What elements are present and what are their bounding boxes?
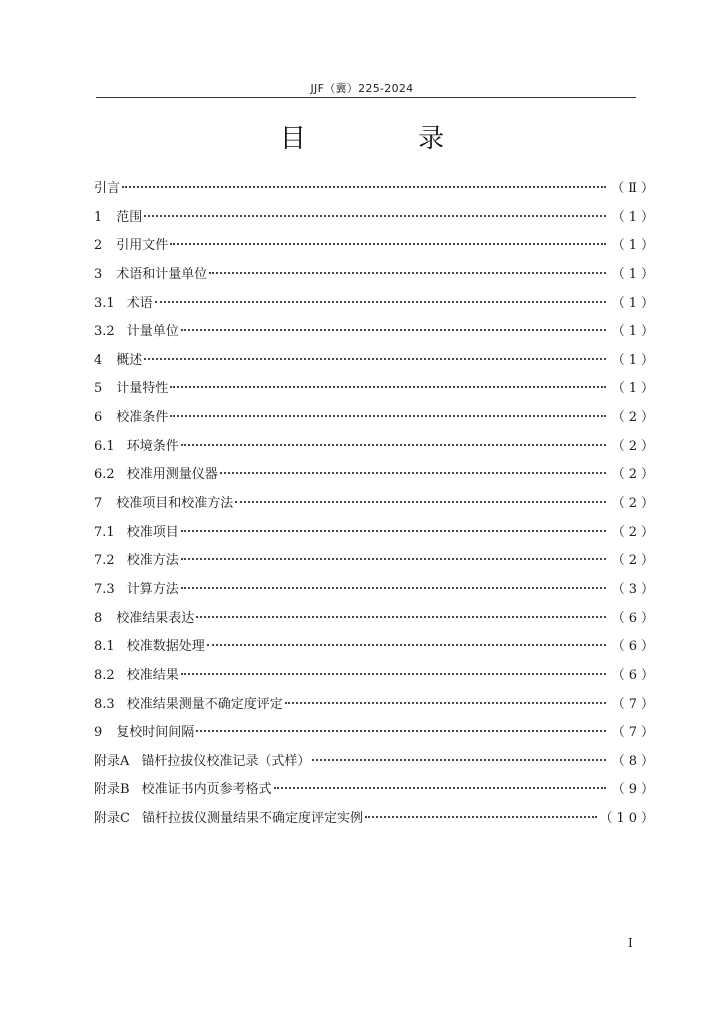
- toc-entry-number: 3.2: [94, 324, 115, 340]
- toc-leader-dots: [181, 430, 606, 446]
- toc-entry-title: 校准结果: [126, 667, 179, 683]
- toc-entry-title: 计算方法: [126, 581, 179, 597]
- toc-entry-title: 计量单位: [126, 324, 179, 340]
- toc-entry-number: 7.1: [94, 524, 115, 540]
- toc-entry-page: （1）: [611, 295, 658, 311]
- toc-entry-number: 1: [94, 209, 103, 225]
- toc-entry-number: 6: [94, 410, 103, 426]
- toc-leader-dots: [170, 229, 606, 245]
- toc-entry-page: （1）: [611, 238, 658, 254]
- table-of-contents: [94, 176, 658, 835]
- toc-entry-title: 引用文件: [116, 238, 169, 254]
- toc-leader-dots: [312, 745, 606, 761]
- toc-entry-page: （6）: [611, 610, 658, 626]
- toc-entry-title: 校准证书内页参考格式: [141, 782, 272, 798]
- toc-entry-title: 校准结果表达: [116, 610, 195, 626]
- toc-entry-title: 校准结果测量不确定度评定: [126, 696, 283, 712]
- toc-entry-number: 附录A: [94, 753, 130, 769]
- toc-entry-page: （1）: [611, 209, 658, 225]
- toc-entry-number: 7.3: [94, 581, 115, 597]
- toc-entry-page: （7）: [611, 696, 658, 712]
- toc-entry-title: 锚杆拉拔仪测量结果不确定度评定实例: [141, 811, 363, 827]
- toc-entry-number: 8.3: [94, 696, 115, 712]
- toc-entry-page: （3）: [611, 581, 658, 597]
- toc-entry-title: 概述: [116, 352, 143, 368]
- toc-entry-number: 3: [94, 266, 103, 282]
- toc-leader-dots: [170, 401, 606, 417]
- header-rule: [96, 97, 636, 98]
- toc-entry-page: （1）: [611, 381, 658, 397]
- toc-entry-title: 环境条件: [126, 438, 179, 454]
- toc-leader-dots: [181, 544, 606, 560]
- toc-leader-dots: [181, 516, 606, 532]
- toc-entry-page: （9）: [611, 782, 658, 798]
- toc-entry-page: （2）: [611, 553, 658, 569]
- toc-leader-dots: [122, 172, 606, 188]
- toc-leader-dots: [181, 573, 606, 589]
- toc-entry-number: 3.1: [94, 295, 115, 311]
- toc-entry-page: （1）: [611, 352, 658, 368]
- toc-entry-title: 术语: [126, 295, 153, 311]
- toc-entry-page: （2）: [611, 467, 658, 483]
- toc-entry-number: 8.2: [94, 667, 115, 683]
- toc-leader-dots: [274, 773, 606, 789]
- toc-entry-title: 校准项目: [126, 524, 179, 540]
- toc-entry-page: （10）: [599, 811, 658, 827]
- toc-entry-page: （7）: [611, 725, 658, 741]
- toc-leader-dots: [220, 458, 606, 474]
- toc-entry-number: 7: [94, 496, 103, 512]
- toc-entry-title: 校准用测量仪器: [126, 467, 218, 483]
- toc-entry-title: 引言: [94, 181, 121, 196]
- toc-entry-number: 8: [94, 610, 103, 626]
- toc-leader-dots: [181, 315, 606, 331]
- toc-entry-page: （6）: [611, 667, 658, 683]
- toc-entry-number: 附录B: [94, 782, 130, 798]
- toc-entry-number: 6.2: [94, 467, 115, 483]
- toc-entry-page: （Ⅱ）: [611, 181, 658, 196]
- toc-entry-number: 9: [94, 725, 103, 741]
- toc-entry-page: （2）: [611, 410, 658, 426]
- toc-entry-number: 2: [94, 238, 103, 254]
- toc-entry-page: （6）: [611, 639, 658, 655]
- toc-entry-number: 5: [94, 381, 103, 397]
- toc-leader-dots: [235, 487, 606, 503]
- toc-entry-title: 复校时间间隔: [116, 725, 195, 741]
- toc-leader-dots: [144, 344, 606, 360]
- toc-leader-dots: [196, 716, 606, 732]
- toc-leader-dots: [365, 802, 597, 818]
- toc-entry-title: 校准项目和校准方法: [116, 496, 234, 512]
- toc-entry-title: 范围: [116, 209, 143, 225]
- toc-leader-dots: [181, 659, 606, 675]
- toc-entry-page: （2）: [611, 496, 658, 512]
- toc-entry-page: （2）: [611, 524, 658, 540]
- toc-entry-number: 4: [94, 352, 103, 368]
- toc-entry-number: 附录C: [94, 811, 130, 827]
- toc-leader-dots: [155, 287, 606, 303]
- toc-entry-number: 6.1: [94, 438, 115, 454]
- toc-entry-page: （2）: [611, 438, 658, 454]
- toc-leader-dots: [170, 372, 606, 388]
- toc-entry-title: 校准数据处理: [126, 639, 205, 655]
- toc-entry-title: 校准方法: [126, 553, 179, 569]
- toc-entry-number: 7.2: [94, 553, 115, 569]
- toc-entry-page: （8）: [611, 753, 658, 769]
- toc-entry-title: 校准条件: [116, 410, 169, 426]
- toc-leader-dots: [196, 602, 606, 618]
- toc-entry-page: （1）: [611, 266, 658, 282]
- toc-leader-dots: [285, 688, 606, 704]
- toc-entry-title: 计量特性: [116, 381, 169, 397]
- toc-leader-dots: [207, 630, 606, 646]
- document-code: JJF（冀）225-2024: [310, 82, 414, 95]
- toc-leader-dots: [209, 258, 606, 274]
- toc-entry-number: 8.1: [94, 639, 115, 655]
- toc-leader-dots: [144, 201, 606, 217]
- toc-entry-title: 锚杆拉拔仪校准记录（式样）: [141, 753, 311, 769]
- toc-entry-title: 术语和计量单位: [116, 266, 208, 282]
- toc-title: 目 录: [279, 124, 497, 154]
- toc-entry[interactable]: [94, 806, 658, 835]
- page-number: I: [628, 936, 633, 950]
- toc-entry-page: （1）: [611, 324, 658, 340]
